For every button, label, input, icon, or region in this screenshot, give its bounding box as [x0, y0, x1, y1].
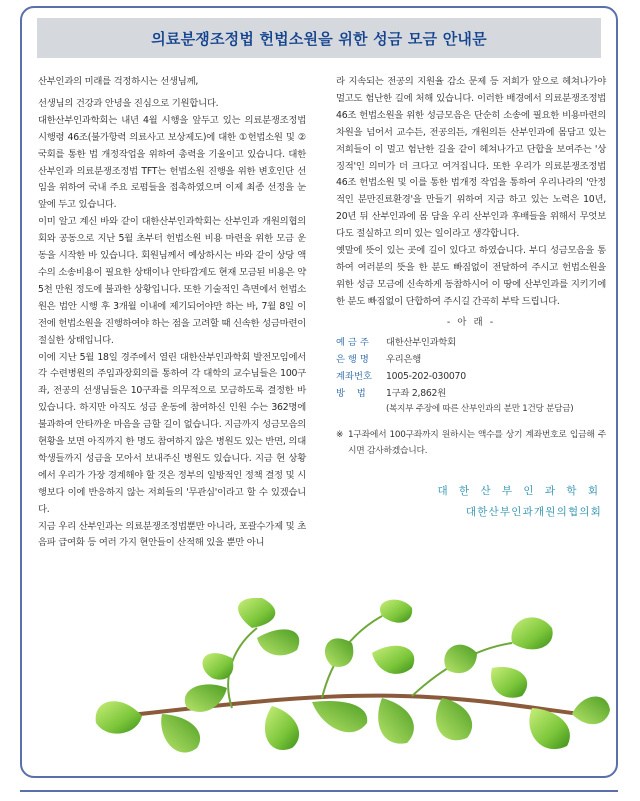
right-column — [336, 74, 606, 523]
info-key: 방 법 — [336, 387, 366, 399]
paragraph: 라 지속되는 전공의 지원율 감소 문제 등 저희가 앞으로 헤쳐나가야 멀고도 험난한 길에 처해 있습니다. 이러한 배경에서 의료분쟁조정법 46조 헌법소원을 위한 성금모음은 단순히 소송에 필요한 비용마련의 차원을 넘어서 교수든, 전공의든, 개원의든 산부인과에 몸담고 있는 저희들이 이 멀고 험난한 길을 같이 헤쳐나가고 단합을 보여주는 '상징적'인 의미가 더 크다고 여겨집니다. 또한 우리가 의료분쟁조정법 46조 헌법소원 및 이를 통한 법개정 작업을 통하여 우리나라의 '안정적인 분만진료환경'을 만들기 위하여 지금 하고 있는 노력은 10년, 20년 뒤 산부인과에 몸 담을 우리 산부인과 후배들을 위해서 무엇보다도 절실하고 의미 있는 일이라고 생각합니다. — [336, 76, 606, 240]
info-value: 우리은행 — [386, 353, 421, 365]
deposit-note — [336, 427, 606, 459]
info-key: 은 행 명 — [336, 353, 369, 365]
document-frame — [20, 6, 618, 778]
note-text: 1구좌에서 100구좌까지 원하시는 액수를 상기 계좌번호로 입금해 주시면 감사하겠습니다. — [348, 429, 606, 456]
info-value: 대한산부인과학회 — [386, 336, 456, 348]
info-subnote: (복지부 주장에 따른 산부인과의 분만 1건당 분담금) — [386, 403, 574, 414]
info-key: 예 금 주 — [336, 336, 369, 348]
info-value: 1구좌 2,862원 — [386, 387, 446, 399]
info-key: 계좌번호 — [336, 370, 372, 382]
signature-line: 대한산부인과개원의협의회 — [465, 505, 602, 518]
info-row — [336, 368, 606, 385]
paragraph: 이에 지난 5월 18일 경주에서 열린 대한산부인과학회 발전모임에서 각 수련병원의 주임과장회의를 통하여 각 대학의 교수님들은 100구좌, 전공의 선생님들은 10구좌를 의무적으로 모금하도록 결정한 바 있습니다. 하지만 아직도 성금 운동에 참여하신 인원 수는 362명에 불과하여 안타까운 마음을 금할 길이 없습니다. 지금까지 성금모음의 현황을 보면 아직까지 한 명도 참여하지 않은 병원도 있는 반면, 의대 학생들까지 성금을 모아서 보내주신 병원도 있습니다. 지금 현 상황에서 우리가 가장 경계해야 할 것은 정부의 일방적인 정책 결정 및 시행보다 이에 반응하지 않는 저희들의 '무관심'이라고 할 수 있겠습니다. — [38, 351, 306, 515]
info-value: 1005-202-030070 — [386, 370, 466, 382]
paragraph: 옛말에 뜻이 있는 곳에 길이 있다고 하였습니다. 부디 성금모음을 통하여 여러분의 뜻을 한 분도 빠짐없이 전달하여 주시고 헌법소원을 위한 성금 모금에 신속하게 동참하시어 이 땅에 산부인과를 지키기에 한 분도 빠짐없이 단합하여 주시길 간곡히 부탁 드립니다. — [336, 245, 606, 307]
notice-heading: - 아 래 - — [446, 316, 496, 328]
leaf-branch-illustration — [82, 598, 612, 778]
paragraph: 대한산부인과학회는 내년 4월 시행을 앞두고 있는 의료분쟁조정법 시행령 46조(불가항력 의료사고 보상제도)에 대한 ①헌법소원 및 ②국회를 통한 법 개정작업을 위하여 총력을 기울이고 있습니다. 대한산부인과 의료분쟁조정법 TFT는 헌법소원 진행을 위한 변호인단 선임을 위하여 국내 주요 로펌들을 접촉하였으며 이제 최종 선정을 눈앞에 두고 있습니다. — [38, 114, 306, 211]
paragraph: 선생님의 건강과 안녕을 진심으로 기원합니다. — [38, 97, 219, 109]
info-row — [336, 385, 606, 402]
note-mark: ※ — [336, 429, 344, 440]
paragraph: 지금 우리 산부인과는 의료분쟁조정법뿐만 아니라, 포괄수가제 및 초음파 급여화 등 여러 가지 현안들이 산적해 있을 뿐만 아니 — [38, 520, 306, 549]
title-bar — [37, 18, 601, 58]
account-info — [336, 334, 606, 417]
info-row — [336, 334, 606, 351]
signature — [336, 481, 606, 523]
bottom-divider — [20, 790, 618, 792]
signature-line: 대 한 산 부 인 과 학 회 — [437, 484, 602, 497]
info-row — [336, 351, 606, 368]
greeting: 산부인과의 미래를 걱정하시는 선생님께, — [38, 76, 199, 87]
paragraph: 이미 알고 계신 바와 같이 대한산부인과학회는 산부인과 개원의협의회와 공동으로 지난 5월 초부터 헌법소원 비용 마련을 위한 모금 운동을 시작한 바 있습니다. 회원님께서 예상하시는 바와 같이 상당 액수의 소송비용이 필요한 상태이나 안타깝게도 현재 모금된 비용은 약 5천 만원 정도에 불과한 상황입니다. 또한 기술적인 측면에서 헌법소원은 법안 시행 후 3개월 이내에 제기되어야만 하는 바, 7월 8일 이전에 헌법소원을 진행하여야 하는 점을 고려할 때 신속한 성금마련이 절실한 상태입니다. — [38, 216, 306, 346]
page-title: 의료분쟁조정법 헌법소원을 위한 성금 모금 안내문 — [151, 29, 487, 48]
left-column — [38, 74, 306, 552]
